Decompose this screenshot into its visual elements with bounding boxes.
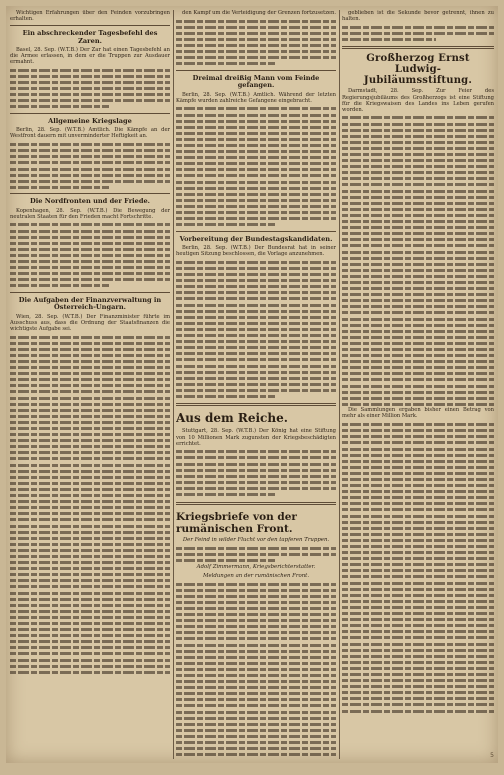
lead-fragment: Wichtigen Erfahrungen über den Feinden vorzubringen erhalten. — [10, 10, 170, 23]
divider — [176, 502, 336, 505]
text-line — [176, 491, 275, 497]
column-rule — [339, 10, 340, 759]
divider — [342, 46, 494, 49]
byline: Adolf Zimmermann, Kriegsberichterstatter. — [196, 564, 316, 571]
text-line — [176, 557, 275, 563]
text-line — [176, 222, 275, 228]
article-text: Stuttgart, 28. Sep. (W.T.B.) Der König hat eine Stiftung von 10 Millionen Mark zugunsten der Kriegsbeschädigten errichtet. — [176, 428, 336, 447]
text-line — [10, 669, 170, 675]
divider — [10, 25, 170, 26]
column-middle — [176, 10, 336, 759]
article-text: Darmstadt, 28. Sep. Zur Feier des Regierungsjubiläums des Großherzogs ist eine Stiftung für die Kriegswaisen des Landes ins Leben gerufen worden. — [342, 88, 494, 113]
divider — [176, 70, 336, 71]
column-rule — [173, 10, 174, 759]
divider — [10, 193, 170, 194]
article-text: Wien, 28. Sep. (W.T.B.) Der Finanzminister führte im Ausschuss aus, dass die Ordnung der Staatsfinanzen die wichtigste Aufgabe sei. — [10, 313, 170, 332]
text-line — [342, 708, 494, 714]
text-line — [10, 184, 109, 190]
headline-jubilee-foundation: Großherzog Ernst Ludwig-Jubiläumsstiftung. — [363, 53, 473, 87]
text-line — [176, 758, 336, 759]
article-text: Die Sammlungen ergaben bisher einen Betrag von mehr als einer Million Mark. — [342, 407, 494, 420]
divider — [176, 403, 336, 406]
text-line — [176, 393, 275, 399]
text-line — [10, 104, 109, 110]
column-left — [10, 10, 170, 759]
article-text: Berlin, 28. Sep. (W.T.B.) Amtlich. Die Kämpfe an der Westfront dauern mit unverminderter Heftigkeit an. — [10, 127, 170, 140]
column-right — [342, 10, 494, 759]
headline-candidates: Vorbereitung der Bundestagskandidaten. — [179, 234, 333, 243]
headline-prisoners: Dreimal dreißig Mann vom Feinde gefangen. — [192, 73, 320, 90]
headline-nordic-peace: Die Nordfronten und der Friede. — [30, 197, 150, 206]
article-text: Kopenhagen, 28. Sep. (W.T.B.) Die Bewegung der neutralen Staaten für den Frieden macht Fortschritte. — [10, 207, 170, 220]
headline-zar-order: Ein abschreckender Tagesbefehl des Zaren. — [22, 29, 158, 45]
article-text: Basel, 28. Sep. (W.T.B.) Der Zar hat einen Tagesbefehl an die Armee erlassen, in dem er die Truppen zur Ausdauer ermahnt. — [10, 47, 170, 66]
headline-war-situation: Allgemeine Kriegslage — [48, 116, 132, 125]
section-subtitle: Der Feind in wilder Flucht vor den tapferen Truppen. — [182, 536, 330, 543]
divider — [176, 231, 336, 232]
divider — [10, 292, 170, 293]
divider — [10, 113, 170, 114]
lead-fragment: geblieben ist die Sekunde bevor getrennt, ihnen zu halten. — [342, 10, 494, 23]
article-text: Berlin, 28. Sep. (W.T.B.) Amtlich. Während der letzten Kämpfe wurden zahlreiche Gefangene eingebracht. — [176, 91, 336, 104]
page-number: 5 — [490, 752, 494, 759]
text-line — [342, 36, 436, 42]
text-line — [10, 283, 109, 289]
dispatch-heading: Meldungen an der rumänischen Front. — [202, 572, 310, 579]
article-text: Berlin, 28. Sep. (W.T.B.) Der Bundesrat hat in seiner heutigen Sitzung beschlossen, die Vorlage anzunehmen. — [176, 245, 336, 258]
headline-finance-austria: Die Aufgaben der Finanzverwaltung in Österreich-Ungarn. — [18, 295, 162, 312]
section-title-romanian-front: Kriegsbriefe von der rumänischen Front. — [176, 510, 297, 535]
text-line — [176, 61, 275, 67]
newspaper-page — [6, 6, 498, 763]
lead-fragment: den Kampf um die Verteidigung der Grenzen fortzusetzen. — [182, 10, 336, 16]
section-title-reich: Aus dem Reiche. — [176, 411, 288, 426]
